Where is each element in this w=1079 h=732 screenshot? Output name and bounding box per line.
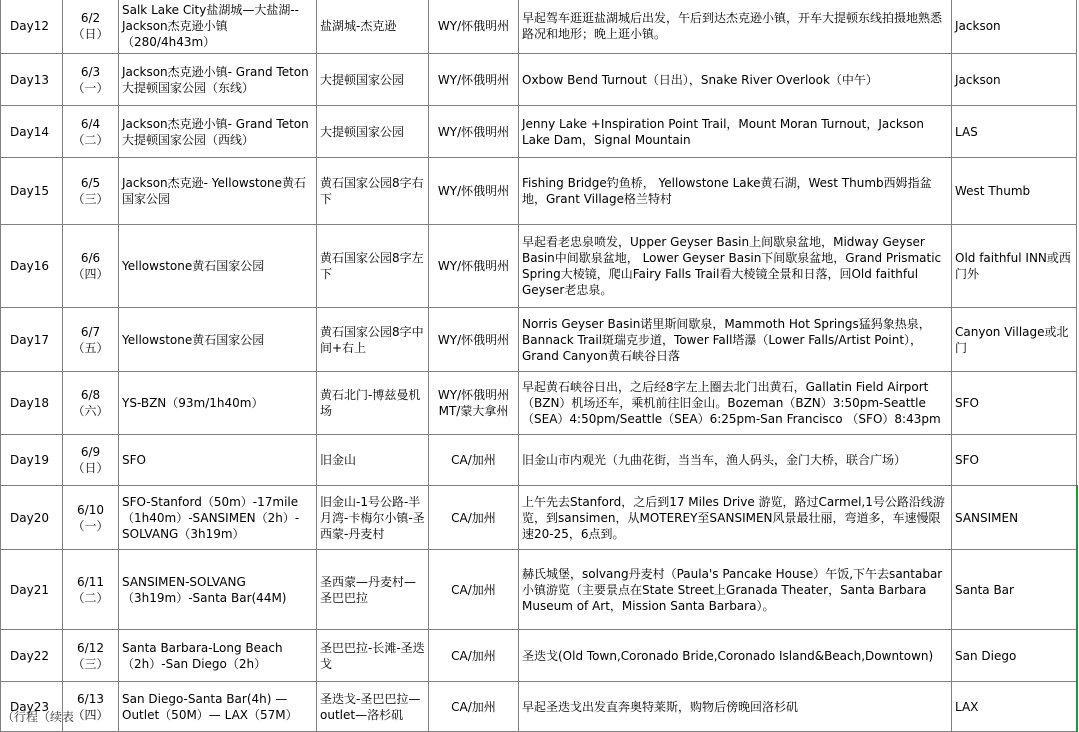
weekday-value: （五） bbox=[72, 340, 109, 355]
cell-plan[interactable]: 圣迭戈(Old Town,Coronado Bride,Coronado Island&Beach,Downtown) bbox=[519, 630, 952, 682]
table-row bbox=[1, 486, 1077, 550]
cell-plan[interactable]: 早起驾车逛逛盐湖城后出发，午后到达杰克逊小镇，开车大提顿东线拍摄地熟悉路况和地形；晚上逛小镇。 bbox=[519, 0, 952, 54]
cell-date[interactable] bbox=[63, 158, 119, 225]
cell-state[interactable]: WY/怀俄明州 bbox=[429, 158, 519, 225]
weekday-value: （四） bbox=[72, 707, 109, 722]
cell-state[interactable]: CA/加州 bbox=[429, 486, 519, 550]
cell-plan[interactable]: 早起看老忠泉喷发，Upper Geyser Basin上间歇泉盆地，Midway Geyser Basin中间歇泉盆地， Lower Geyser Basin下间歇泉盆地，Grand Prismatic Spring大棱镜，爬山Fairy Falls Trail看大棱镜全景和日落，回Old faithful Geyser老忠泉。 bbox=[519, 225, 952, 308]
table-row bbox=[1, 550, 1077, 630]
cell-stay[interactable]: West Thumb bbox=[952, 158, 1077, 225]
cell-places[interactable]: 大提顿国家公园 bbox=[317, 54, 429, 106]
cell-stay[interactable]: SFO bbox=[952, 435, 1077, 486]
weekday-value: （六） bbox=[72, 404, 109, 418]
cell-state[interactable]: WY/怀俄明州 bbox=[429, 308, 519, 372]
table-row bbox=[1, 682, 1077, 732]
cell-state[interactable]: WY/怀俄明州 bbox=[429, 225, 519, 308]
cell-places[interactable]: 黄石国家公园8字中间+右上 bbox=[317, 308, 429, 372]
cell-date[interactable] bbox=[63, 435, 119, 486]
cell-plan[interactable]: 早起圣迭戈出发直奔奥特莱斯，购物后傍晚回洛杉矶 bbox=[519, 682, 952, 732]
cell-state[interactable]: CA/加州 bbox=[429, 630, 519, 682]
cell-day[interactable]: Day14 bbox=[1, 106, 63, 158]
cell-date[interactable] bbox=[63, 225, 119, 308]
cell-day[interactable]: Day22 bbox=[1, 630, 63, 682]
weekday-value: （日） bbox=[72, 461, 109, 475]
cell-day[interactable]: Day21 bbox=[1, 550, 63, 630]
weekday-value: （三） bbox=[72, 192, 109, 206]
cell-day[interactable]: Day12 bbox=[1, 0, 63, 54]
date-value: 6/12 bbox=[77, 640, 104, 655]
cell-plan[interactable]: Norris Geyser Basin诺里斯间歇泉，Mammoth Hot Springs猛犸象热泉，Bannack Trail斑瑞克步道，Tower Fall塔瀑（Lower Falls/Artist Point），Grand Canyon黄石峡谷日落 bbox=[519, 308, 952, 372]
date-value: 6/6 bbox=[80, 251, 101, 265]
cell-state[interactable]: WY/怀俄明州 MT/蒙大拿州 bbox=[429, 372, 519, 435]
cell-date[interactable] bbox=[63, 54, 119, 106]
cell-places[interactable]: 旧金山 bbox=[317, 435, 429, 486]
table-row bbox=[1, 630, 1077, 682]
footer-fragment bbox=[0, 710, 160, 724]
cell-route[interactable]: Yellowstone黄石国家公园 bbox=[119, 308, 317, 372]
table-row bbox=[1, 225, 1077, 308]
cell-route[interactable]: Jackson杰克逊小镇- Grand Teton 大提顿国家公园（西线） bbox=[119, 106, 317, 158]
cell-stay[interactable]: Jackson bbox=[952, 54, 1077, 106]
date-value: 6/4 bbox=[80, 116, 101, 131]
cell-stay[interactable]: SFO bbox=[952, 372, 1077, 435]
cell-places[interactable]: 大提顿国家公园 bbox=[317, 106, 429, 158]
weekday-value: （三） bbox=[72, 656, 109, 671]
cell-places[interactable]: 黄石国家公园8字左下 bbox=[317, 225, 429, 308]
cell-plan[interactable]: 早起黄石峡谷日出，之后经8字左上圈去北门出黄石，Gallatin Field Airport（BZN）机场还车，乘机前往旧金山。Bozeman（BZN）3:50pm-Seattle（SEA）4:50pm/Seattle（SEA）6:25pm-San Francisco （SFO）8:43pm bbox=[519, 372, 952, 435]
cell-date[interactable] bbox=[63, 106, 119, 158]
weekday-value: （四） bbox=[72, 267, 109, 281]
cell-route[interactable]: Jackson杰克逊小镇- Grand Teton 大提顿国家公园（东线） bbox=[119, 54, 317, 106]
cell-places[interactable]: 圣迭戈-圣巴巴拉—outlet—洛杉矶 bbox=[317, 682, 429, 732]
cell-date[interactable] bbox=[63, 0, 119, 54]
cell-state[interactable]: WY/怀俄明州 bbox=[429, 106, 519, 158]
cell-day[interactable]: Day16 bbox=[1, 225, 63, 308]
weekday-value: （一） bbox=[72, 518, 109, 533]
cell-state[interactable]: WY/怀俄明州 bbox=[429, 54, 519, 106]
date-value: 6/5 bbox=[80, 176, 101, 190]
cell-plan[interactable]: 赫氏城堡，solvang丹麦村（Paula's Pancake House）午饭,下午去santabar小镇游览（主要景点在State Street上Granada Theater，Santa Barbara Museum of Art，Mission Santa Barbara）。 bbox=[519, 550, 952, 630]
cell-plan[interactable]: Oxbow Bend Turnout（日出），Snake River Overlook（中午） bbox=[519, 54, 952, 106]
date-value: 6/7 bbox=[80, 324, 101, 339]
cell-places[interactable]: 圣西蒙—丹麦村—圣巴巴拉 bbox=[317, 550, 429, 630]
cell-route[interactable]: San Diego-Santa Bar(4h) —Outlet（50M）— LAX（57M） bbox=[119, 682, 317, 732]
date-value: 6/13 bbox=[77, 691, 104, 706]
cell-day[interactable]: Day19 bbox=[1, 435, 63, 486]
cell-route[interactable]: SANSIMEN-SOLVANG（3h19m）-Santa Bar(44M) bbox=[119, 550, 317, 630]
cell-state[interactable]: CA/加州 bbox=[429, 435, 519, 486]
cell-stay[interactable]: Santa Bar bbox=[952, 550, 1077, 630]
cell-stay[interactable]: Jackson bbox=[952, 0, 1077, 54]
footer-fragment-text: （行程（续表 bbox=[2, 710, 75, 724]
cell-date[interactable] bbox=[63, 630, 119, 682]
cell-stay[interactable]: LAS bbox=[952, 106, 1077, 158]
weekday-value: （一） bbox=[72, 80, 109, 95]
cell-places[interactable]: 旧金山-1号公路-半月湾-卡梅尔小镇-圣西蒙-丹麦村 bbox=[317, 486, 429, 550]
cell-stay[interactable]: SANSIMEN bbox=[952, 486, 1077, 550]
cell-places[interactable]: 黄石北门-博兹曼机场 bbox=[317, 372, 429, 435]
cell-date[interactable] bbox=[63, 486, 119, 550]
table-row bbox=[1, 54, 1077, 106]
date-value: 6/10 bbox=[77, 502, 104, 517]
cell-stay[interactable]: Canyon Village或北门 bbox=[952, 308, 1077, 372]
cell-route[interactable]: SFO-Stanford（50m）-17mile（1h40m）-SANSIMEN（2h）-SOLVANG（3h19m） bbox=[119, 486, 317, 550]
cell-day[interactable]: Day15 bbox=[1, 158, 63, 225]
cell-day[interactable]: Day18 bbox=[1, 372, 63, 435]
date-value: 6/2 bbox=[80, 11, 101, 25]
cell-day[interactable]: Day13 bbox=[1, 54, 63, 106]
weekday-value: （二） bbox=[72, 590, 109, 605]
cell-stay[interactable]: San Diego bbox=[952, 630, 1077, 682]
cell-date[interactable] bbox=[63, 308, 119, 372]
cell-plan[interactable]: 上午先去Stanford，之后到17 Miles Drive 游览，路过Carmel,1号公路沿线游览，到sansimen，从MOTEREY至SANSIMEN风景最壮丽，弯道多，车速慢限速20-25，6点到。 bbox=[519, 486, 952, 550]
cell-state[interactable]: CA/加州 bbox=[429, 682, 519, 732]
cell-plan[interactable]: Jenny Lake +Inspiration Point Trail，Mount Moran Turnout，Jackson Lake Dam，Signal Mountain bbox=[519, 106, 952, 158]
cell-stay[interactable]: LAX bbox=[952, 682, 1077, 732]
cell-route[interactable]: Salk Lake City盐湖城—大盐湖--Jackson杰克逊小镇（280/4h43m） bbox=[119, 0, 317, 54]
table-row bbox=[1, 435, 1077, 486]
cell-plan[interactable]: 旧金山市内观光（九曲花街，当当车，渔人码头，金门大桥，联合广场） bbox=[519, 435, 952, 486]
date-value: 6/3 bbox=[80, 64, 101, 79]
cell-day[interactable]: Day23 bbox=[1, 682, 63, 732]
cell-day[interactable]: Day17 bbox=[1, 308, 63, 372]
table-row bbox=[1, 106, 1077, 158]
table-row bbox=[1, 158, 1077, 225]
cell-places[interactable]: 盐湖城-杰克逊 bbox=[317, 0, 429, 54]
cell-day[interactable]: Day20 bbox=[1, 486, 63, 550]
cell-plan[interactable]: Fishing Bridge钓鱼桥， Yellowstone Lake黄石湖，West Thumb西姆指盆地，Grant Village格兰特村 bbox=[519, 158, 952, 225]
date-value: 6/11 bbox=[77, 574, 104, 589]
date-value: 6/8 bbox=[80, 388, 101, 402]
cell-route[interactable]: SFO bbox=[119, 435, 317, 486]
cell-stay[interactable]: Old faithful INN或西门外 bbox=[952, 225, 1077, 308]
cell-places[interactable]: 黄石国家公园8字右下 bbox=[317, 158, 429, 225]
cell-date[interactable] bbox=[63, 372, 119, 435]
cell-date[interactable] bbox=[63, 550, 119, 630]
cell-route[interactable]: Yellowstone黄石国家公园 bbox=[119, 225, 317, 308]
table-row bbox=[1, 308, 1077, 372]
cell-state[interactable]: CA/加州 bbox=[429, 550, 519, 630]
cell-route[interactable]: Santa Barbara-Long Beach（2h）-San Diego（2h） bbox=[119, 630, 317, 682]
cell-route[interactable]: Jackson杰克逊- Yellowstone黄石国家公园 bbox=[119, 158, 317, 225]
date-value: 6/9 bbox=[80, 445, 101, 459]
weekday-value: （日） bbox=[72, 27, 109, 41]
cell-state[interactable]: WY/怀俄明州 bbox=[429, 0, 519, 54]
weekday-value: （二） bbox=[72, 132, 109, 147]
table-row bbox=[1, 0, 1077, 54]
table-row bbox=[1, 372, 1077, 435]
itinerary-rows bbox=[1, 0, 1077, 732]
cell-places[interactable]: 圣巴巴拉-长滩-圣迭戈 bbox=[317, 630, 429, 682]
cell-route[interactable]: YS-BZN（93m/1h40m） bbox=[119, 372, 317, 435]
